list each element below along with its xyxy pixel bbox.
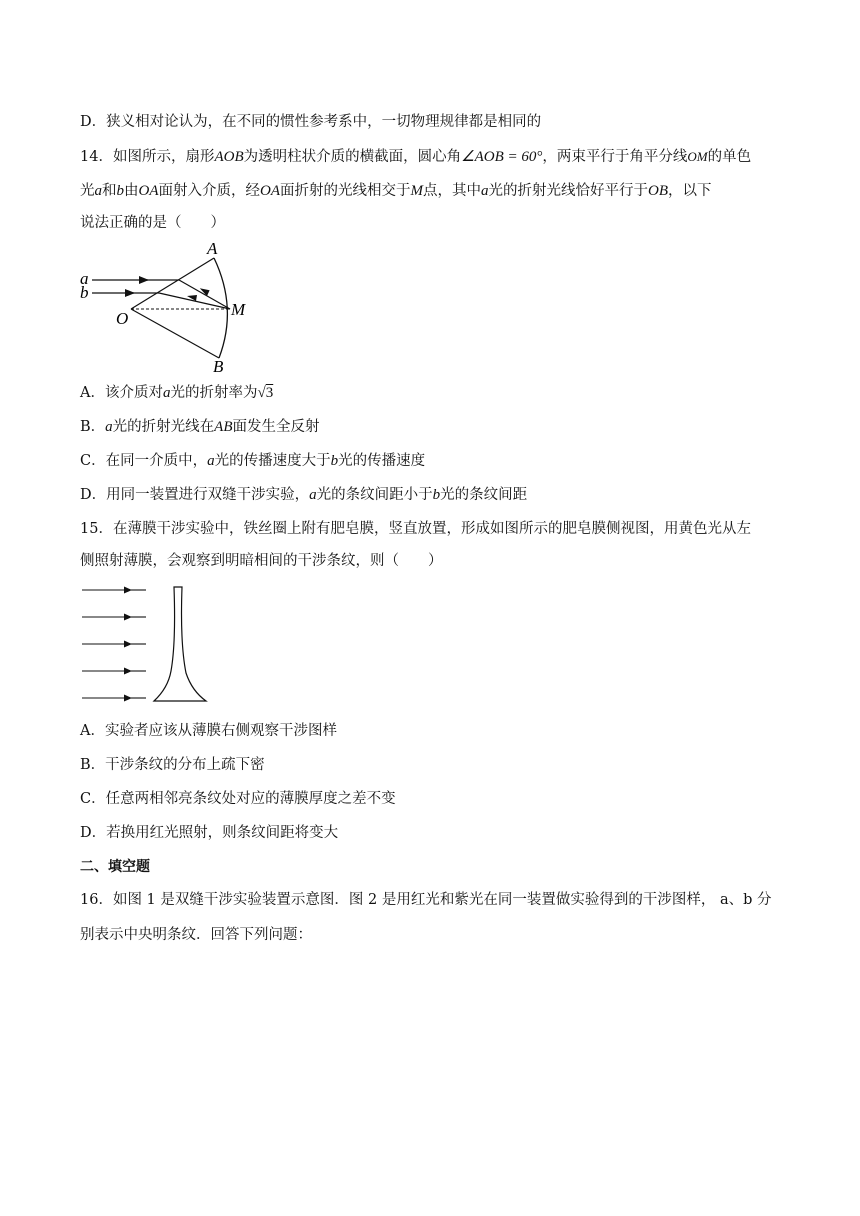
q15-stem-line2: 侧照射薄膜，会观察到明暗相间的干涉条纹，则（ ）: [80, 553, 443, 569]
q16-stem-line1: 16．如图 1 是双缝干涉实验装置示意图．图 2 是用红光和紫光在同一装置做实验得到的干涉图样， a、b 分: [80, 892, 772, 908]
q15-option-d: D．若换用红光照射，则条纹间距将变大: [80, 825, 339, 841]
label-ray-b: b: [80, 283, 89, 302]
q14-stem-line3: 说法正确的是（ ）: [80, 215, 225, 231]
q13-option-d: D．狭义相对论认为，在不同的惯性参考系中，一切物理规律都是相同的: [80, 114, 542, 130]
q14-stem-line2: 光a和b由OA面射入介质，经OA面折射的光线相交于M点，其中a光的折射光线恰好平行于OB，以下: [80, 183, 712, 199]
q14-option-d: D．用同一装置进行双缝干涉实验，a光的条纹间距小于b光的条纹间距: [80, 487, 528, 503]
radius-oa: [131, 258, 214, 309]
soap-film: [154, 587, 206, 701]
q15-option-a: A．实验者应该从薄膜右侧观察干涉图样: [80, 723, 337, 739]
label-m-point: M: [231, 300, 246, 319]
q16-stem-line2: 别表示中央明条纹．回答下列问题：: [80, 927, 312, 943]
q15-stem-line1: 15．在薄膜干涉实验中，铁丝圈上附有肥皂膜，竖直放置，形成如图所示的肥皂膜侧视图，用黄色光从左: [80, 521, 751, 537]
radius-ob: [131, 309, 219, 358]
section-heading: 二、填空题: [80, 859, 150, 875]
label-a-point: A: [207, 240, 218, 258]
q15-soap-film-figure: [76, 583, 216, 708]
q14-option-b: B．a光的折射光线在AB面发生全反射: [80, 419, 320, 435]
label-b-point: B: [213, 357, 224, 375]
label-o-point: O: [116, 309, 129, 328]
q14-option-a: A．该介质对a光的折射率为√3: [80, 385, 274, 401]
label-ray-a: a: [80, 269, 89, 288]
q15-option-c: C．任意两相邻亮条纹处对应的薄膜厚度之差不变: [80, 791, 396, 807]
q15-option-b: B．干涉条纹的分布上疏下密: [80, 757, 265, 773]
q14-sector-figure: [76, 240, 266, 375]
q14-stem-line1: 14．如图所示，扇形AOB为透明柱状介质的横截面，圆心角∠AOB = 60°，两束平行于角平分线OM的单色: [80, 149, 752, 165]
refracted-ray-a: [179, 280, 230, 309]
q14-option-c: C．在同一介质中，a光的传播速度大于b光的传播速度: [80, 453, 426, 469]
